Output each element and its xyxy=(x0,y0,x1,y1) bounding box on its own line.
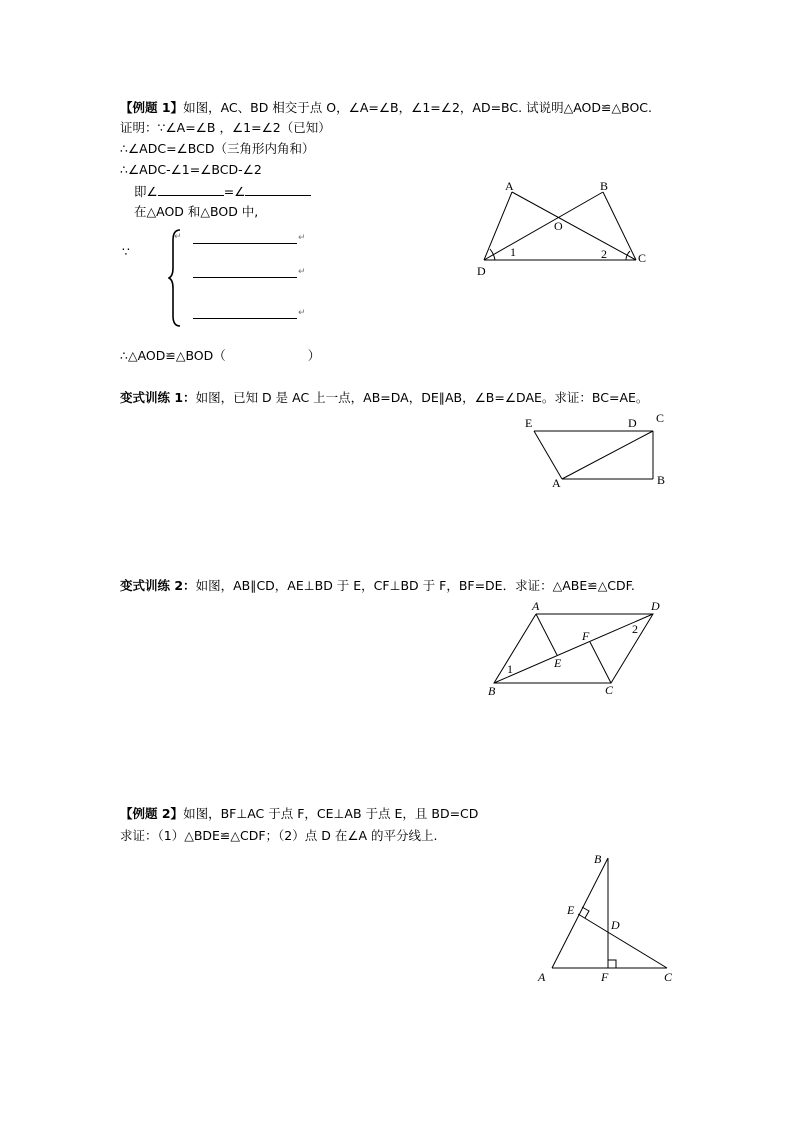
proof-line-4 xyxy=(134,183,311,200)
example2-task: 求证：（1）△BDE≌△CDF；（2）点 D 在∠A 的平分线上. xyxy=(120,828,438,843)
proof-line-1: 证明：∵∠A=∠B ，∠1=∠2（已知） xyxy=(120,120,331,135)
label-e: E xyxy=(554,656,562,670)
right-angle-f xyxy=(608,960,616,968)
proof-line-4-start: 即∠ xyxy=(134,184,158,199)
label-e: E xyxy=(525,416,533,430)
proof-line-2: ∴∠ADC=∠BCD（三角形内角和） xyxy=(120,141,315,156)
label-b: B xyxy=(488,684,496,698)
label-a: A xyxy=(505,179,514,193)
proof-line-4-mid: =∠ xyxy=(223,184,246,199)
label-d: D xyxy=(651,599,660,613)
segment-ea xyxy=(534,431,562,479)
label-angle-2: 2 xyxy=(632,622,638,636)
label-a: A xyxy=(532,599,540,613)
proof-line-3: ∴∠ADC-∠1=∠BCD-∠2 xyxy=(120,162,262,177)
label-f: F xyxy=(582,629,590,643)
segment-cf xyxy=(590,642,611,683)
variation1-title: 变式训练 1： xyxy=(120,390,196,405)
example1-title: 【例题 1】 xyxy=(120,100,184,115)
segment-ac xyxy=(512,192,636,260)
return-mark: ↵ xyxy=(174,232,182,242)
condition-blank-2[interactable] xyxy=(193,277,297,278)
because-symbol: ∵ xyxy=(122,244,130,259)
condition-blank-1[interactable] xyxy=(193,243,297,244)
right-angle-e xyxy=(582,907,589,918)
label-angle-1: 1 xyxy=(510,245,516,259)
segment-da xyxy=(484,192,512,260)
segment-ae xyxy=(536,614,557,655)
label-b: B xyxy=(594,852,602,866)
conclusion-line xyxy=(120,348,320,364)
figure-variation1 xyxy=(515,410,675,490)
return-mark: ↵ xyxy=(298,267,306,277)
variation1-text: 如图，已知 D 是 AC 上一点，AB=DA，DE∥AB，∠B=∠DAE。求证：BC=AE。 xyxy=(195,390,649,405)
conclusion-text: ∴△AOD≌△BOD（ xyxy=(120,348,226,363)
example2-title: 【例题 2】 xyxy=(120,806,184,821)
label-b: B xyxy=(657,473,666,487)
variation2-text: 如图，AB∥CD，AE⊥BD 于 E，CF⊥BD 于 F，BF=DE．求证：△ABE≌△CDF. xyxy=(195,578,635,593)
example1-problem xyxy=(120,100,652,116)
label-c: C xyxy=(664,970,673,984)
figure-example2 xyxy=(530,850,680,990)
figure-variation2 xyxy=(480,598,670,698)
variation2-title: 变式训练 2： xyxy=(120,578,196,593)
label-e: E xyxy=(567,903,575,917)
label-a: A xyxy=(552,476,561,490)
label-d: D xyxy=(611,918,620,932)
angle-blank-2[interactable] xyxy=(245,183,311,196)
proof-line-5: 在△AOD 和△BOD 中, xyxy=(134,204,259,219)
angle-blank-1[interactable] xyxy=(158,183,224,196)
diagonal-bd xyxy=(494,614,653,683)
example1-text: 如图，AC、BD 相交于点 O，∠A=∠B，∠1=∠2，AD=BC. 试说明△AOD≌△BOC. xyxy=(183,100,652,115)
label-a: A xyxy=(538,970,546,984)
label-angle-1: 1 xyxy=(507,662,513,676)
example2-text: 如图，BF⊥AC 于点 F，CE⊥AB 于点 E，且 BD=CD xyxy=(183,806,479,821)
label-b: B xyxy=(600,179,609,193)
label-c: C xyxy=(656,411,665,425)
segment-ec xyxy=(578,914,667,968)
segment-ad xyxy=(562,431,653,479)
label-angle-2: 2 xyxy=(601,247,607,261)
condition-blank-3[interactable] xyxy=(193,318,297,319)
label-o: O xyxy=(554,219,563,233)
figure-example1 xyxy=(470,170,660,280)
segment-ba xyxy=(552,858,608,968)
variation1-problem xyxy=(120,390,648,406)
label-c: C xyxy=(638,251,647,265)
example2-problem xyxy=(120,806,478,822)
return-mark: ↵ xyxy=(298,233,306,243)
curly-brace xyxy=(168,228,184,328)
conclusion-end: ） xyxy=(307,348,321,363)
label-c: C xyxy=(605,683,614,697)
return-mark: ↵ xyxy=(298,308,306,318)
label-d: D xyxy=(477,264,486,278)
label-d: D xyxy=(628,416,637,430)
variation2-problem xyxy=(120,578,635,594)
segment-bc xyxy=(603,192,636,260)
segment-bd xyxy=(484,192,603,260)
label-f: F xyxy=(601,970,609,984)
